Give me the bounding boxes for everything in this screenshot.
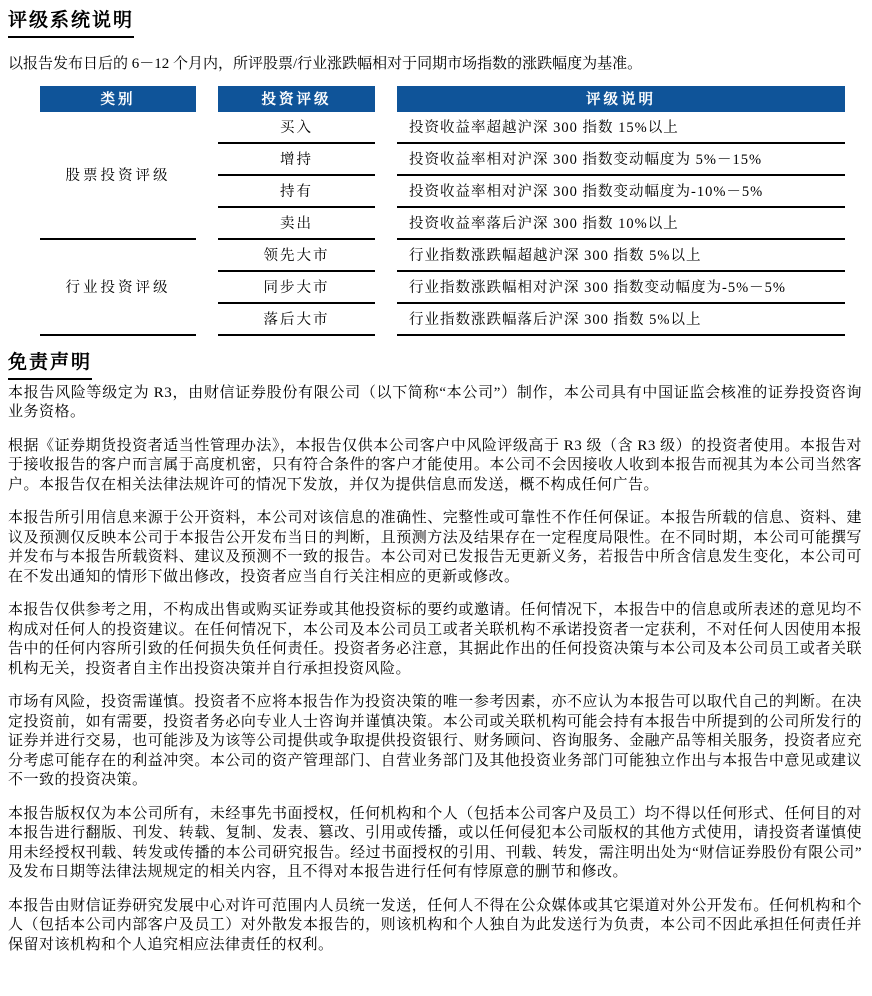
- rating-cell-inline: 同步大市: [218, 272, 375, 304]
- rating-cell-overweight: 增持: [218, 144, 375, 176]
- description-cell-overweight: 投资收益率相对沪深 300 指数变动幅度为 5%－15%: [397, 144, 845, 176]
- disclaimer-title: 免责声明: [8, 352, 92, 380]
- column-header-category: 类别: [40, 86, 196, 112]
- description-cell-outperform: 行业指数涨跌幅超越沪深 300 指数 5%以上: [397, 240, 845, 272]
- description-cell-inline: 行业指数涨跌幅相对沪深 300 指数变动幅度为-5%－5%: [397, 272, 845, 304]
- rating-cell-sell: 卖出: [218, 208, 375, 240]
- description-cell-underperform: 行业指数涨跌幅落后沪深 300 指数 5%以上: [397, 304, 845, 336]
- disclaimer-paragraph-1: 本报告风险等级定为 R3，由财信证券股份有限公司（以下简称“本公司”）制作，本公司具有中国证监会核准的证券投资咨询业务资格。: [8, 384, 862, 421]
- disclaimer-paragraph-5: 市场有风险，投资需谨慎。投资者不应将本报告作为投资决策的唯一参考因素，亦不应认为本报告可以取代自己的判断。在决定投资前，如有需要，投资者务必向专业人士咨询并谨慎决策。本公司或关联机构可能会持有本报告中所提到的公司所发行的证券并进行交易，也可能涉及为该等公司提供或争取提供投资银行、财务顾问、咨询服务、金融产品等相关服务，投资者应充分考虑可能存在的利益冲突。本公司的资产管理部门、自营业务部门及其他投资业务部门可能独立作出与本报告中意见或建议不一致的投资决策。: [8, 694, 862, 789]
- rating-cell-underperform: 落后大市: [218, 304, 375, 336]
- category-cell-industry-rating: 行业投资评级: [40, 240, 196, 336]
- description-cell-buy: 投资收益率超越沪深 300 指数 15%以上: [397, 112, 845, 144]
- rating-cell-outperform: 领先大市: [218, 240, 375, 272]
- disclaimer-paragraph-4: 本报告仅供参考之用，不构成出售或购买证券或其他投资标的要约或邀请。任何情况下，本报告中的信息或所表述的意见均不构成对任何人的投资建议。在任何情况下，本公司及本公司员工或者关联机构不承诺投资者一定获利，不对任何人因使用本报告中的任何内容所引致的任何损失负任何责任。投资者务必注意，其据此作出的任何投资决策与本公司及本公司员工或者关联机构无关，投资者自主作出投资决策并自行承担投资风险。: [8, 602, 862, 677]
- description-cell-hold: 投资收益率相对沪深 300 指数变动幅度为-10%－5%: [397, 176, 845, 208]
- column-header-rating: 投资评级: [218, 86, 375, 112]
- column-header-description: 评级说明: [397, 86, 845, 112]
- rating-cell-hold: 持有: [218, 176, 375, 208]
- category-cell-stock-rating: 股票投资评级: [40, 112, 196, 240]
- rating-intro: 以报告发布日后的 6－12 个月内，所评股票/行业涨跌幅相对于同期市场指数的涨跌幅度为基准。: [8, 55, 643, 72]
- disclaimer-paragraph-6: 本报告版权仅为本公司所有，未经事先书面授权，任何机构和个人（包括本公司客户及员工）均不得以任何形式、任何目的对本报告进行翻版、刊发、转载、复制、发表、篡改、引用或传播，或以任何侵犯本公司版权的其他方式使用，请投资者谨慎使用未经授权刊载、转发或传播的本公司研究报告。经过书面授权的引用、刊载、转发，需注明出处为“财信证券股份有限公司”及发布日期等法律法规规定的相关内容，且不得对本报告进行任何有悖原意的删节和修改。: [8, 805, 862, 881]
- rating-section-title: 评级系统说明: [8, 10, 134, 38]
- disclaimer-paragraph-2: 根据《证券期货投资者适当性管理办法》，本报告仅供本公司客户中风险评级高于 R3 级（含 R3 级）的投资者使用。本报告对于接收报告的客户而言属于高度机密，只有符合条件的客户才能使用。本公司不会因接收人收到本报告而视其为本公司当然客户。本报告仅在相关法律法规许可的情况下发放，并仅为提供信息而发送，概不构成任何广告。: [8, 437, 862, 493]
- disclaimer-paragraph-7: 本报告由财信证券研究发展中心对许可范围内人员统一发送，任何人不得在公众媒体或其它渠道对外公开发布。任何机构和个人（包括本公司内部客户及员工）对外散发本报告的，则该机构和个人独自为此发送行为负责，本公司不因此承担任何责任并保留对该机构和个人追究相应法律责任的权利。: [8, 897, 862, 953]
- rating-cell-buy: 买入: [218, 112, 375, 144]
- disclaimer-paragraph-3: 本报告所引用信息来源于公开资料，本公司对该信息的准确性、完整性或可靠性不作任何保证。本报告所载的信息、资料、建议及预测仅反映本公司于本报告公开发布当日的判断，且预测方法及结果存在一定程度局限性。在不同时期，本公司可能撰写并发布与本报告所载资料、建议及预测不一致的报告。本公司对已发报告无更新义务，若报告中所含信息发生变化，本公司可在不发出通知的情形下做出修改，投资者应当自行关注相应的更新或修改。: [8, 510, 862, 585]
- description-cell-sell: 投资收益率落后沪深 300 指数 10%以上: [397, 208, 845, 240]
- rating-table: [40, 86, 845, 336]
